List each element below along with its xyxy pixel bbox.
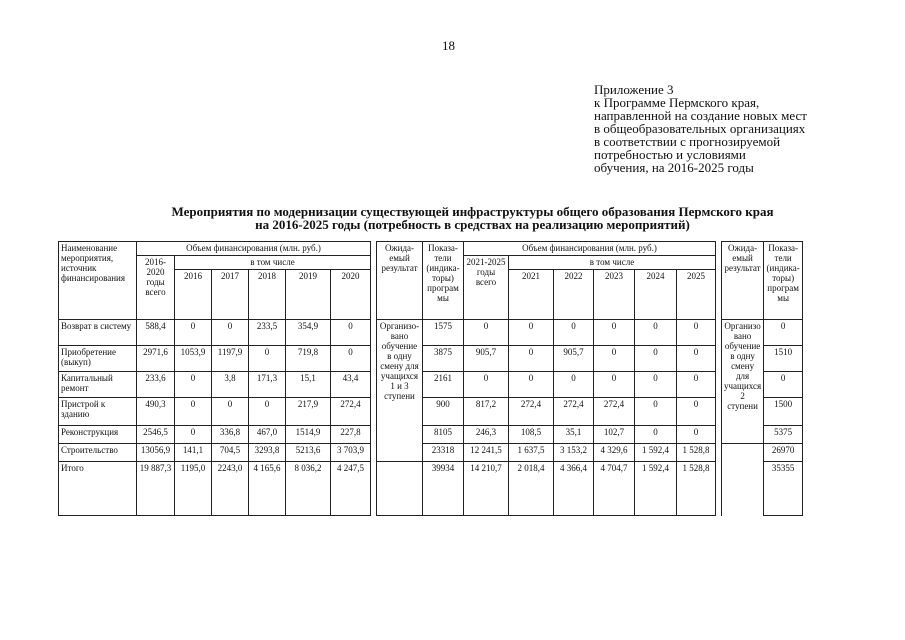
value-cell: 0	[464, 320, 509, 346]
value-cell: 272,4	[594, 398, 635, 426]
value-cell: 15,1	[286, 372, 331, 398]
value-cell: 0	[331, 346, 371, 372]
value-cell: 0	[635, 372, 677, 398]
value-cell: 719,8	[286, 346, 331, 372]
year-header: 2022	[554, 270, 594, 320]
value-cell: 8 036,2	[286, 462, 331, 516]
value-cell: 0	[464, 372, 509, 398]
value-cell: 0	[677, 346, 716, 372]
value-cell: 0	[554, 372, 594, 398]
value-cell: 1 592,4	[635, 444, 677, 462]
value-cell: 4 366,4	[554, 462, 594, 516]
value-cell: 4 247,5	[331, 462, 371, 516]
indicator-cell: 35355	[764, 462, 803, 516]
indicator-cell: 39934	[423, 462, 464, 516]
value-cell: 0	[635, 320, 677, 346]
value-cell: 0	[175, 372, 212, 398]
header-volume-b: Объем финансирования (млн. руб.)	[464, 242, 716, 256]
value-cell: 0	[594, 346, 635, 372]
value-cell: 0	[594, 320, 635, 346]
value-cell: 0	[677, 398, 716, 426]
value-cell: 704,5	[212, 444, 249, 462]
value-cell: 4 165,6	[249, 462, 286, 516]
value-cell: 4 704,7	[594, 462, 635, 516]
value-cell: 1053,9	[175, 346, 212, 372]
indicator-cell: 0	[764, 320, 803, 346]
value-cell: 3 153,2	[554, 444, 594, 462]
row-name: Пристрой к зданию	[59, 398, 137, 426]
row-name: Приобретение (выкуп)	[59, 346, 137, 372]
header-incl-a: в том числе	[175, 256, 371, 270]
financing-table	[58, 241, 803, 516]
value-cell: 217,9	[286, 398, 331, 426]
indicator-cell: 8105	[423, 426, 464, 444]
value-cell: 1 637,5	[509, 444, 554, 462]
value-cell: 0	[212, 320, 249, 346]
header-expected-b: Ожида-емый результат	[722, 242, 764, 320]
value-cell: 1 528,8	[677, 444, 716, 462]
row-name: Реконструкция	[59, 426, 137, 444]
indicator-cell: 2161	[423, 372, 464, 398]
value-cell: 19 887,3	[137, 462, 175, 516]
value-cell: 0	[175, 320, 212, 346]
appendix-line: направленной на создание новых мест	[594, 108, 807, 123]
value-cell: 5213,6	[286, 444, 331, 462]
value-cell: 13056,9	[137, 444, 175, 462]
value-cell: 336,8	[212, 426, 249, 444]
value-cell: 43,4	[331, 372, 371, 398]
value-cell: 141,1	[175, 444, 212, 462]
document-title	[60, 205, 885, 231]
header-indicators-a: Показа-тели (индика-торы) програм мы	[423, 242, 464, 320]
header-name: Наименование мероприятия, источник финансирования	[59, 242, 137, 320]
value-cell: 272,4	[331, 398, 371, 426]
value-cell: 0	[594, 372, 635, 398]
indicator-cell: 900	[423, 398, 464, 426]
year-header: 2025	[677, 270, 716, 320]
indicator-cell: 1575	[423, 320, 464, 346]
indicator-cell: 23318	[423, 444, 464, 462]
value-cell: 0	[635, 398, 677, 426]
value-cell: 1 528,8	[677, 462, 716, 516]
value-cell: 0	[677, 320, 716, 346]
value-cell: 102,7	[594, 426, 635, 444]
indicator-cell: 0	[764, 372, 803, 398]
year-header: 2021	[509, 270, 554, 320]
value-cell: 246,3	[464, 426, 509, 444]
year-header: 2016	[175, 270, 212, 320]
header-volume-a: Объем финансирования (млн. руб.)	[137, 242, 371, 256]
value-cell: 0	[175, 426, 212, 444]
header-total-a: 2016-2020 годы всего	[137, 256, 175, 320]
value-cell: 1197,9	[212, 346, 249, 372]
value-cell: 0	[212, 398, 249, 426]
title-line: Мероприятия по модернизации существующей инфраструктуры общего образования Пермского края	[171, 204, 774, 219]
expected-result-b: Организо вано обучение в одну смену для учащихся 2 ступени	[722, 320, 764, 444]
value-cell: 227,8	[331, 426, 371, 444]
indicator-cell: 26970	[764, 444, 803, 462]
value-cell: 905,7	[554, 346, 594, 372]
value-cell: 2546,5	[137, 426, 175, 444]
appendix-line: потребностью и условиями	[594, 147, 746, 162]
value-cell: 12 241,5	[464, 444, 509, 462]
page-number: 18	[442, 38, 455, 53]
header-incl-b: в том числе	[509, 256, 716, 270]
value-cell: 0	[509, 320, 554, 346]
indicator-cell: 5375	[764, 426, 803, 444]
value-cell: 0	[249, 398, 286, 426]
appendix-note	[594, 83, 807, 174]
year-header: 2017	[212, 270, 249, 320]
value-cell: 817,2	[464, 398, 509, 426]
value-cell: 1514,9	[286, 426, 331, 444]
row-name: Возврат в систему	[59, 320, 137, 346]
value-cell: 35,1	[554, 426, 594, 444]
indicator-cell: 1500	[764, 398, 803, 426]
value-cell: 1195,0	[175, 462, 212, 516]
value-cell: 0	[635, 426, 677, 444]
value-cell: 354,9	[286, 320, 331, 346]
value-cell: 905,7	[464, 346, 509, 372]
value-cell: 588,4	[137, 320, 175, 346]
value-cell: 272,4	[509, 398, 554, 426]
value-cell: 2 018,4	[509, 462, 554, 516]
header-expected-a: Ожида-емый результат	[377, 242, 423, 320]
value-cell: 171,3	[249, 372, 286, 398]
value-cell: 272,4	[554, 398, 594, 426]
value-cell: 2243,0	[212, 462, 249, 516]
title-line: на 2016-2025 годы (потребность в средствах на реализацию мероприятий)	[255, 217, 690, 232]
value-cell: 0	[509, 346, 554, 372]
value-cell: 0	[175, 398, 212, 426]
value-cell: 3 703,9	[331, 444, 371, 462]
value-cell: 490,3	[137, 398, 175, 426]
value-cell: 0	[635, 346, 677, 372]
value-cell: 1 592,4	[635, 462, 677, 516]
year-header: 2024	[635, 270, 677, 320]
value-cell: 0	[331, 320, 371, 346]
appendix-line: в соответствии с прогнозируемой	[594, 134, 781, 149]
year-header: 2020	[331, 270, 371, 320]
value-cell: 3293,8	[249, 444, 286, 462]
row-name: Капитальный ремонт	[59, 372, 137, 398]
expected-result-a: Организо-вано обучение в одну смену для учащихся 1 и 3 ступени	[377, 320, 423, 462]
value-cell: 233,6	[137, 372, 175, 398]
value-cell: 3,8	[212, 372, 249, 398]
header-indicators-b: Показа-тели (индика-торы) програм мы	[764, 242, 803, 320]
value-cell: 14 210,7	[464, 462, 509, 516]
year-header: 2018	[249, 270, 286, 320]
value-cell: 467,0	[249, 426, 286, 444]
value-cell: 0	[677, 426, 716, 444]
indicator-cell: 3875	[423, 346, 464, 372]
value-cell: 2971,6	[137, 346, 175, 372]
value-cell: 0	[509, 372, 554, 398]
appendix-line: в общеобразовательных организациях	[594, 121, 806, 136]
value-cell: 108,5	[509, 426, 554, 444]
header-total-b: 2021-2025 годы всего	[464, 256, 509, 320]
appendix-line: обучения, на 2016-2025 годы	[594, 160, 754, 175]
value-cell: 0	[677, 372, 716, 398]
year-header: 2023	[594, 270, 635, 320]
appendix-line: Приложение 3	[594, 82, 674, 97]
appendix-line: к Программе Пермского края,	[594, 95, 760, 110]
year-header: 2019	[286, 270, 331, 320]
value-cell: 0	[249, 346, 286, 372]
row-name: Итого	[59, 462, 137, 516]
row-name: Строительство	[59, 444, 137, 462]
indicator-cell: 1510	[764, 346, 803, 372]
value-cell: 0	[554, 320, 594, 346]
value-cell: 4 329,6	[594, 444, 635, 462]
value-cell: 233,5	[249, 320, 286, 346]
